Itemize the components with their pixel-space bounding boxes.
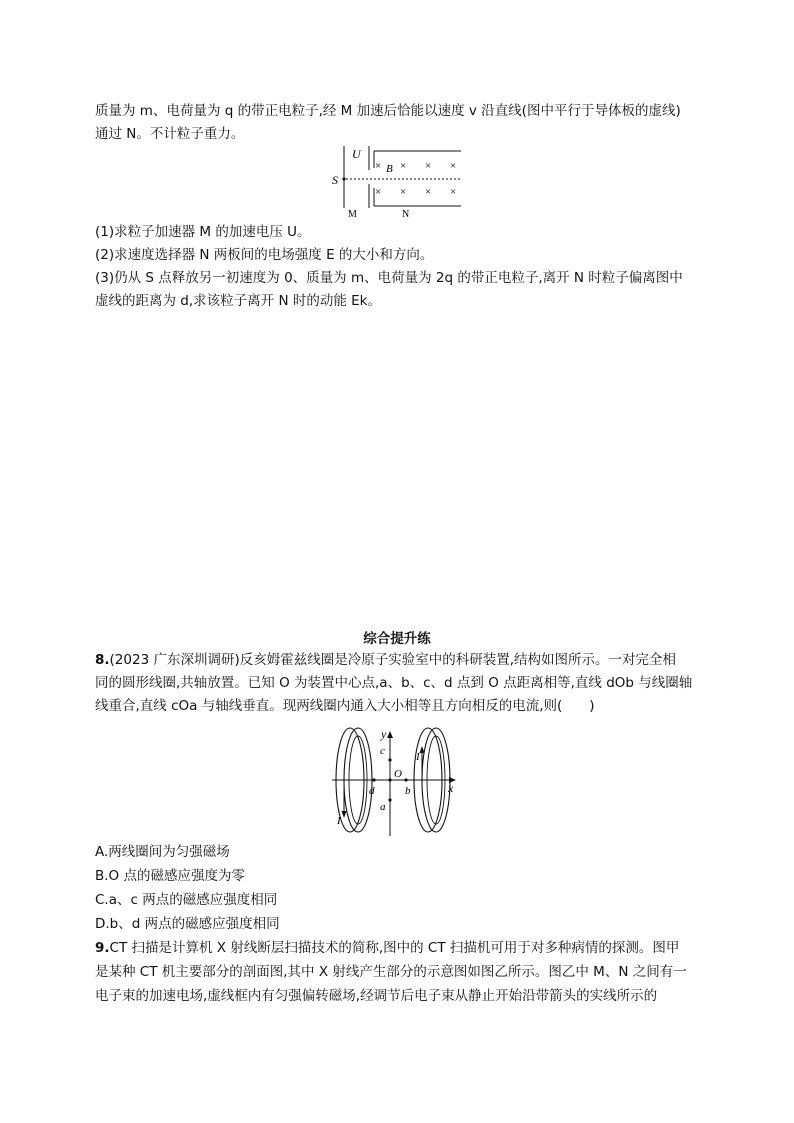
p8-option-c: C.a、c 两点的磁感应强度相同 bbox=[95, 892, 278, 908]
label-x: x bbox=[448, 781, 454, 795]
label-B: B bbox=[386, 163, 393, 175]
p8-number: 8. bbox=[95, 652, 110, 668]
label-y: y bbox=[381, 727, 387, 741]
label-M: M bbox=[348, 209, 357, 220]
p8-option-a: A.两线圈间为匀强磁场 bbox=[95, 844, 230, 860]
p8-line3: 线重合,直线 cOa 与轴线垂直。现两线圈内通入大小相等且方向相反的电流,则( ) bbox=[95, 698, 595, 714]
label-a: a bbox=[380, 801, 386, 813]
p9-line1 bbox=[95, 938, 679, 958]
p9-line1-text: CT 扫描是计算机 X 射线断层扫描技术的简称,图中的 CT 扫描机可用于对多种病情的探测。图甲 bbox=[109, 940, 680, 956]
p8-line1-text: (2023 广东深圳调研)反亥姆霍兹线圈是冷原子实验室中的科研装置,结构如图所示。一对完全相 bbox=[109, 652, 677, 668]
p9-number: 9. bbox=[95, 940, 110, 956]
p9-line2: 是某种 CT 机主要部分的剖面图,其中 X 射线产生部分的示意图如图乙所示。图乙中 M、N 之间有一 bbox=[95, 964, 687, 980]
p7-question-2: (2)求速度选择器 N 两板间的电场强度 E 的大小和方向。 bbox=[95, 247, 434, 263]
label-I-left: I bbox=[337, 815, 341, 827]
label-O: O bbox=[394, 768, 402, 780]
field-cross: × bbox=[400, 160, 407, 172]
label-d: d bbox=[369, 785, 375, 797]
label-c: c bbox=[380, 745, 385, 757]
p8-option-b: B.O 点的磁感应强度为零 bbox=[95, 868, 245, 884]
label-N: N bbox=[402, 209, 410, 220]
p7-question-3-line2: 虚线的距离为 d,求该粒子离开 N 时的动能 Ek。 bbox=[95, 293, 381, 309]
p8-line1 bbox=[95, 650, 676, 670]
field-cross: × bbox=[375, 160, 382, 172]
p7-intro-line2: 通过 N。不计粒子重力。 bbox=[95, 126, 245, 142]
field-cross: × bbox=[400, 186, 407, 198]
field-cross: × bbox=[375, 186, 382, 198]
field-cross: × bbox=[450, 160, 457, 172]
p7-intro-line1: 质量为 m、电荷量为 q 的带正电粒子,经 M 加速后恰能以速度 v 沿直线(图中平行于导体板的虚线) bbox=[95, 103, 681, 119]
p7-figure bbox=[330, 142, 470, 220]
p7-question-3-line1: (3)仍从 S 点释放另一初速度为 0、质量为 m、电荷量为 2q 的带正电粒子,离开 N 时粒子偏离图中 bbox=[95, 270, 683, 286]
label-b: b bbox=[405, 785, 411, 797]
field-cross: × bbox=[425, 160, 432, 172]
label-I-right: I bbox=[416, 751, 420, 763]
field-cross: × bbox=[450, 186, 457, 198]
p9-line3: 电子束的加速电场,虚线框内有匀强偏转磁场,经调节后电子束从静止开始沿带箭头的实线所示的 bbox=[95, 988, 658, 1004]
p8-line2: 同的圆形线圈,共轴放置。已知 O 为装置中心点,a、b、c、d 点到 O 点距离相等,直线 dOb 与线圈轴 bbox=[95, 675, 693, 691]
p7-question-1: (1)求粒子加速器 M 的加速电压 U。 bbox=[95, 224, 311, 240]
section-title: 综合提升练 bbox=[363, 631, 431, 647]
field-cross: × bbox=[425, 186, 432, 198]
label-S: S bbox=[332, 173, 338, 187]
p8-option-d: D.b、d 两点的磁感应强度相同 bbox=[95, 916, 280, 932]
label-U: U bbox=[352, 147, 361, 161]
p8-figure bbox=[328, 718, 466, 842]
